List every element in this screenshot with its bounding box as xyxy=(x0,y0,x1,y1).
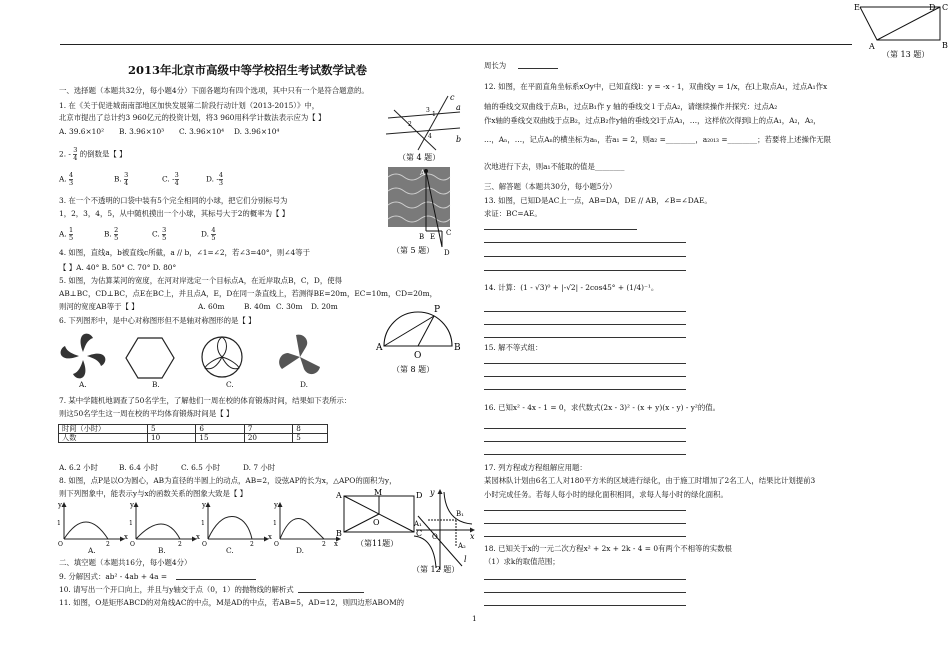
q8-line2: 则下列图象中，能表示y与x的函数关系的图象大致是【 】 xyxy=(59,489,248,498)
fig11-caption: （第11题） xyxy=(356,539,399,548)
fig11-label-m: M xyxy=(374,488,383,497)
q2-opt-c-letter: C. xyxy=(162,174,170,184)
q2-opt-b-letter: B. xyxy=(114,174,122,184)
q2-option-c xyxy=(162,172,179,187)
q1-line2: 北京市提出了总计约3 960亿元的投资计划，将3 960用科学计数法表示应为【 】 xyxy=(59,113,326,122)
q6-label-b: B. xyxy=(152,380,160,389)
fig12-label-o: O xyxy=(432,533,438,541)
q3-opt-c-letter: C. xyxy=(152,229,160,239)
q2-option-a xyxy=(59,172,73,187)
q12-line2: 轴的垂线交双曲线于点B₁，过点B₁作 y 轴的垂线交 l 于点A₂，请继续操作并探究：过点A₂ xyxy=(484,102,778,111)
fig5-label-d: D xyxy=(444,249,450,257)
q7-option-a: A. 6.2 小时 xyxy=(59,463,98,472)
table-cell: 人数 xyxy=(59,434,148,443)
q8-c-two: 2 xyxy=(250,541,254,547)
fig13-label-B: B xyxy=(942,41,948,50)
q3-opt-a-num: 1 xyxy=(69,226,74,234)
q3-opt-a-frac xyxy=(69,227,73,242)
q8-line1: 8. 如图，点P是以O为圆心，AB为直径的半圆上的动点，AB=2，设弦AP的长为x，△APO的面积为y， xyxy=(59,476,397,485)
q6-shape-a xyxy=(61,334,106,379)
fig13-label-C: C xyxy=(942,3,949,12)
q8-c-one: 1 xyxy=(201,520,205,527)
q8-graph-c xyxy=(201,501,272,547)
q2-number: 2. xyxy=(59,149,67,159)
q3-opt-b-frac xyxy=(114,227,118,242)
q7-line1: 7. 某中学随机地调查了50名学生，了解他们一周在校的体育锻炼时间，结果如下表所示： xyxy=(59,396,352,405)
q10-text: 10. 请写出一个开口向上，并且与y轴交于点（0，1）的抛物线的解析式 xyxy=(59,585,294,594)
q2-opt-a-num: 4 xyxy=(69,171,74,179)
q5-option-d: D. 20m xyxy=(311,302,338,311)
q3-option-d xyxy=(201,227,216,242)
q8-b-x: x xyxy=(196,533,200,541)
q2-frac-num: 3 xyxy=(73,146,78,154)
q15-answer-line xyxy=(484,363,686,364)
fig11-label-c: C xyxy=(416,529,423,538)
q12-line5: 次地进行下去，则a₁不能取的值是________ xyxy=(484,162,625,171)
q3-opt-d-den: 5 xyxy=(211,234,216,242)
table-cell: 20 xyxy=(244,434,292,443)
q2-fraction xyxy=(73,147,77,162)
q16-answer-line xyxy=(484,441,686,442)
fig5-label-a: A xyxy=(420,169,426,177)
q3-line1: 3. 在一个不透明的口袋中装有5个完全相同的小球，把它们分别标号为 xyxy=(59,196,288,205)
q3-opt-c-den: 5 xyxy=(162,234,167,242)
q5-option-b: B. 40m xyxy=(244,302,271,311)
fig4-label-c: c xyxy=(450,93,455,102)
q3-opt-b-num: 2 xyxy=(114,226,119,234)
fig5-label-b: B xyxy=(419,233,425,241)
q3-line2: 1，2，3，4，5，从中随机摸出一个小球，其标号大于2的概率为【 】 xyxy=(59,209,290,218)
q13-line2: 求证：BC=AE。 xyxy=(484,209,542,218)
q8-graphs xyxy=(56,499,341,547)
q3-option-c xyxy=(152,227,166,242)
table-cell: 5 xyxy=(293,434,328,443)
q11-text: 11. 如图，O是矩形ABCD的对角线AC的中点，M是AD的中点，若AB=5，AD=12，则四边形ABOM的 xyxy=(59,598,405,607)
q6-text: 6. 下列图形中，是中心对称图形但不是轴对称图形的是【 】 xyxy=(59,316,256,325)
q2-opt-b-frac xyxy=(124,172,128,187)
q13-line1: 13. 如图，已知D是AC上一点，AB=DA，DE // AB，∠B=∠DAE。 xyxy=(484,196,712,205)
q5-option-a: A. 60m xyxy=(198,302,225,311)
q6-shape-d xyxy=(279,335,320,374)
fig11-label-d: D xyxy=(416,491,423,500)
q8-a-origin: O xyxy=(58,541,63,547)
section-2-heading: 二、填空题（本题共16分，每小题4分） xyxy=(59,558,192,567)
fig4-caption: （第 4 题） xyxy=(398,153,441,162)
q2-opt-d-letter: D. xyxy=(206,174,215,184)
q16-answer-line xyxy=(484,428,686,429)
fig12-label-b1: B₁ xyxy=(456,510,464,518)
q12-line3: 作x轴的垂线交双曲线于点B₂，过点B₂作y轴的垂线交l于点A₃，…，这样依次得到l上的点A₁，A₂，A₃， xyxy=(484,116,821,125)
q8-b-y: y xyxy=(130,501,134,509)
table-cell: 8 xyxy=(293,425,328,434)
q3-opt-b-den: 5 xyxy=(114,234,119,242)
q8-d-two: 2 xyxy=(322,541,326,547)
q1-option-d: D. 3.96×10⁴ xyxy=(234,127,280,136)
q18-answer-line xyxy=(484,592,686,593)
fig8-label-o: O xyxy=(414,351,422,361)
q13-answer-line xyxy=(484,270,686,271)
q3-opt-d-num: 4 xyxy=(211,226,216,234)
q14-answer-line xyxy=(484,324,686,325)
q8-d-y: y xyxy=(274,501,278,509)
q18-answer-line xyxy=(484,605,686,606)
fig11-label-a: A xyxy=(336,491,342,500)
q2-opt-c-num: 3 xyxy=(174,171,179,179)
table-row xyxy=(59,434,328,443)
q16-answer-line xyxy=(484,454,686,455)
page-title: 2013年北京市高级中等学校招生考试数学试卷 xyxy=(128,63,368,77)
section-3-heading: 三、解答题（本题共30分，每小题5分） xyxy=(484,182,617,191)
q6-label-c: C. xyxy=(226,380,234,389)
q2-opt-d-frac xyxy=(219,172,223,187)
q7-line2: 则这50名学生这一周在校的平均体育锻炼时间是【 】 xyxy=(59,409,234,418)
q15-text: 15. 解不等式组： xyxy=(484,343,543,352)
table-cell: 5 xyxy=(148,425,196,434)
q16-text: 16. 已知x² - 4x - 1 = 0，求代数式(2x - 3)² - (x + y)(x - y) - y²的值。 xyxy=(484,403,721,412)
q8-graph-b xyxy=(129,501,200,547)
q15-answer-line xyxy=(484,376,686,377)
figure-5 xyxy=(386,165,466,257)
q4-line1: 4. 如图，直线a，b被直线c所截，a // b，∠1=∠2，若∠3=40°，则∠4等于 xyxy=(59,248,310,257)
q4-line2: 【 】A. 40° B. 50° C. 70° D. 80° xyxy=(59,263,177,272)
header-rule xyxy=(60,44,852,45)
q6-shapes xyxy=(55,328,340,390)
fig5-caption: （第 5 题） xyxy=(392,246,435,255)
q7-option-b: B. 6.4 小时 xyxy=(119,463,159,472)
fig13-label-A: A xyxy=(869,42,875,51)
q2-opt-d-sign: - xyxy=(216,174,219,184)
q2-option-d xyxy=(206,172,223,187)
figure-4 xyxy=(380,90,465,162)
q18-line2: （1）求k的取值范围； xyxy=(484,557,560,566)
q3-opt-a-letter: A. xyxy=(59,229,67,239)
q7-option-d: D. 7 小时 xyxy=(243,463,276,472)
fig11-label-o: O xyxy=(373,518,380,527)
q11-continued: 周长为 xyxy=(484,61,507,70)
page-number: 1 xyxy=(472,614,477,623)
q8-label-a: A. xyxy=(88,546,96,555)
fig5-label-e: E xyxy=(430,233,436,241)
section-1-heading: 一、选择题（本题共32分，每小题4分）下面各题均有四个选项，其中只有一个是符合题意的。 xyxy=(59,86,369,95)
q2-text: 的倒数是【 】 xyxy=(79,149,127,159)
q2-frac-den: 4 xyxy=(73,154,78,162)
q10-answer-line xyxy=(298,592,364,593)
fig8-label-b: B xyxy=(454,343,461,353)
q3-opt-c-frac xyxy=(162,227,166,242)
q2-sign: - xyxy=(68,149,71,159)
q8-a-one: 1 xyxy=(57,520,61,527)
table-cell: 时间（小时） xyxy=(59,425,148,434)
q5-line1: 5. 如图，为估算某河的宽度，在河对岸选定一个目标点A，在近岸取点B，C，D，使得 xyxy=(59,276,343,285)
q17-answer-line xyxy=(484,523,686,524)
q2-opt-b-num: 3 xyxy=(124,171,129,179)
q2-opt-c-sign: - xyxy=(172,174,175,184)
q5-option-c: C. 30m xyxy=(276,302,303,311)
q2-line xyxy=(59,147,126,162)
q6-label-d: D. xyxy=(300,380,309,389)
q13-answer-line xyxy=(484,242,686,243)
fig4-label-2: 2 xyxy=(408,121,412,128)
q3-opt-b-letter: B. xyxy=(104,229,112,239)
q9-text: 9. 分解因式：ab² - 4ab + 4a = xyxy=(59,572,168,581)
fig4-label-3: 3 xyxy=(426,107,430,114)
q3-opt-a-den: 5 xyxy=(69,234,74,242)
q17-answer-line xyxy=(484,510,686,511)
q2-opt-c-frac xyxy=(175,172,179,187)
q13-answer-line xyxy=(484,256,686,257)
table-cell: 6 xyxy=(196,425,244,434)
fig4-label-1: 1 xyxy=(432,111,436,118)
q18-answer-line xyxy=(484,579,686,580)
q8-label-b: B. xyxy=(158,546,166,555)
fig8-label-a: A xyxy=(376,343,383,353)
q13-answer-line xyxy=(484,229,637,230)
q2-opt-d-den: 3 xyxy=(218,179,224,187)
q8-a-x: x xyxy=(124,533,128,541)
q6-shape-b xyxy=(126,338,174,378)
q8-graph-a xyxy=(57,501,128,547)
table-cell: 7 xyxy=(244,425,292,434)
q2-opt-d-num: 4 xyxy=(218,171,224,179)
q14-text: 14. 计算：(1 - √3)⁰ + |-√2| - 2cos45° + (1/4)⁻¹。 xyxy=(484,283,659,292)
fig4-label-a: a xyxy=(456,103,461,112)
fig4-label-4: 4 xyxy=(428,133,432,140)
q2-opt-a-frac xyxy=(69,172,73,187)
fig12-label-a2: A₂ xyxy=(458,542,466,550)
q3-opt-d-letter: D. xyxy=(201,229,210,239)
q15-answer-line xyxy=(484,389,686,390)
q2-opt-a-letter: A. xyxy=(59,174,67,184)
q5-line3: 则河的宽度AB等于【 】 xyxy=(59,302,139,311)
q8-d-one: 1 xyxy=(273,520,277,527)
fig12-label-x: x xyxy=(470,532,475,541)
q9-answer-line xyxy=(176,579,256,580)
q8-b-one: 1 xyxy=(129,520,133,527)
q6-label-a: A. xyxy=(79,380,87,389)
q8-c-origin: O xyxy=(202,541,207,547)
table-cell: 15 xyxy=(196,434,244,443)
q2-opt-a-den: 3 xyxy=(69,179,74,187)
table-row xyxy=(59,425,328,434)
fig11-label-b: B xyxy=(336,529,342,538)
fig12-caption: （第 12 题） xyxy=(412,565,460,574)
q17-answer-line xyxy=(484,536,686,537)
q17-line2: 某园林队计划由6名工人对180平方米的区域进行绿化，由于施工时增加了2名工人，结果比计划提前3 xyxy=(484,476,816,485)
q8-a-y: y xyxy=(58,501,62,509)
q11-answer-line xyxy=(518,68,558,69)
q2-opt-b-den: 4 xyxy=(124,179,129,187)
q8-a-two: 2 xyxy=(106,541,110,547)
q12-line4: …，Aₙ，…，记点Aₙ的横坐标为aₙ，若a₁ = 2，则a₂ =________，a₂₀₁₃ =________；若要将上述操作无限 xyxy=(484,135,832,144)
fig13-label-D: D xyxy=(929,3,936,12)
fig8-label-p: P xyxy=(434,305,441,315)
figure-12 xyxy=(412,486,478,574)
q7-table xyxy=(58,424,328,443)
q17-line3: 小时完成任务。若每人每小时的绿化面积相同，求每人每小时的绿化面积。 xyxy=(484,490,728,499)
q6-shape-c xyxy=(202,337,242,377)
q8-graph-d xyxy=(273,501,340,547)
q5-line2: AB⊥BC，CD⊥BC，点E在BC上，并且点A，E，D在同一条直线上，若测得BE=20m，EC=10m，CD=20m， xyxy=(59,289,438,298)
q1-option-b: B. 3.96×10³ xyxy=(119,127,165,136)
fig12-label-l: l xyxy=(464,555,467,564)
q7-option-c: C. 6.5 小时 xyxy=(181,463,220,472)
q14-answer-line xyxy=(484,337,686,338)
q1-option-a: A. 39.6×10² xyxy=(59,127,105,136)
figure-13 xyxy=(850,0,950,60)
q3-opt-d-frac xyxy=(211,227,215,242)
fig5-label-c: C xyxy=(446,229,452,237)
q14-answer-line xyxy=(484,311,686,312)
q8-b-two: 2 xyxy=(178,541,182,547)
q8-c-x: x xyxy=(268,533,272,541)
q8-c-y: y xyxy=(202,501,206,509)
table-cell: 10 xyxy=(148,434,196,443)
q2-opt-c-den: 4 xyxy=(174,179,179,187)
q3-option-b xyxy=(104,227,118,242)
q2-option-b xyxy=(114,172,128,187)
q8-b-origin: O xyxy=(130,541,135,547)
q17-line1: 17. 列方程或方程组解应用题： xyxy=(484,463,587,472)
fig13-caption: （第 13 题） xyxy=(882,50,930,59)
q1-option-c: C. 3.96×10⁴ xyxy=(179,127,225,136)
figure-8 xyxy=(372,300,467,376)
q8-d-x: x xyxy=(334,540,338,547)
q18-line1: 18. 已知关于x的一元二次方程x² + 2x + 2k - 4 = 0有两个不相等的实数根 xyxy=(484,544,732,553)
q8-d-origin: O xyxy=(274,541,279,547)
fig12-label-y: y xyxy=(430,488,435,497)
fig12-label-a1: A₁ xyxy=(414,520,422,528)
q1-line1: 1. 在《关于促进城南南部地区加快发展第二阶段行动计划（2013-2015）》中， xyxy=(59,101,320,110)
q8-label-d: D. xyxy=(296,546,305,555)
q12-line1: 12. 如图，在平面直角坐标系xOy中，已知直线l：y = -x - 1，双曲线y = 1/x，在l上取点A₁，过点A₁作x xyxy=(484,82,828,91)
fig8-caption: （第 8 题） xyxy=(392,365,435,374)
q8-label-c: C. xyxy=(226,546,234,555)
fig13-label-E: E xyxy=(854,3,860,12)
fig4-label-b: b xyxy=(456,135,462,144)
q3-option-a xyxy=(59,227,73,242)
q3-opt-c-num: 3 xyxy=(162,226,167,234)
